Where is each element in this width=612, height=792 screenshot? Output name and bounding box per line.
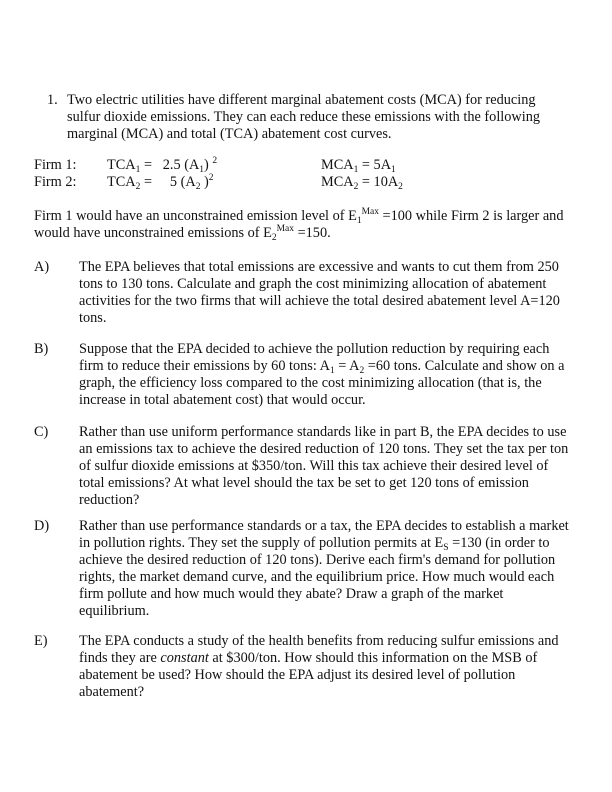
part-c-label: C) [34,424,49,440]
firm-2-equations [34,174,574,191]
part-d-text: Rather than use performance standards or a tax, the EPA decides to establish a market in pollution rights. They set the supply of pollution permits at $E_S =130$ (in order to achieve the desired reduction of 120 tons). Derive each firm's demand for pollution rights, the market demand curve, and the equilibrium price. How much would each firm pollute and how much would they abate? Draw a graph of the market equilibrium. [79,518,569,619]
firm-2-tca: $TCA_2$ = 5 ($A_2$ )$^2$ [107,173,214,192]
part-b-label: B) [34,341,49,357]
firm-1-label: Firm 1: [34,157,77,173]
question-intro: Two electric utilities have different marginal abatement costs (MCA) for reducing sulfur dioxide emissions. They can each reduce these emissions with the following marginal (MCA) and total (TCA) abatement cost curves. [67,92,541,142]
part-c-text: Rather than use uniform performance standards like in part B, the EPA decides to use an emissions tax to achieve the desired reduction of 120 tons. They set the tax per ton of sulfur dioxide emissions at $350/ton. Will this tax achieve their desired level of total emissions? At what level should the tax be set to get 120 tons of emission reduction? [79,424,569,508]
part-a-label: A) [34,259,50,275]
unconstrained-emissions-paragraph: Firm 1 would have an unconstrained emission level of $E_1^{Max} =100$ while Firm 2 is larger and would have unconstrained emissions of $E_2^{Max} =150$. [34,207,564,243]
emphasis-constant: constant [160,650,209,666]
part-e-label: E) [34,633,48,649]
part-a-text: The EPA believes that total emissions are excessive and wants to cut them from 250 tons to 130 tons. Calculate and graph the cost minimizing allocation of abatement activities for the two firms that will achieve the total desired abatement level A=120 tons. [79,259,560,326]
firm-1-equations [34,157,574,174]
firm-1-tca: $TCA_1$ = 2.5 $(A_1)$ $^2$ [107,156,218,175]
part-e-text: The EPA conducts a study of the health benefits from reducing sulfur emissions and finds they are constant at $300/ton. How should this information on the MSB of abatement be used? How should the EPA adjust its desired level of pollution abatement? [79,633,559,700]
part-b-text: Suppose that the EPA decided to achieve the pollution reduction by requiring each firm to reduce their emissions by 60 tons: $A_1 = A_2 =60$ tons. Calculate and show on a graph, the efficiency loss compared to the cost minimizing allocation (that is, the increase in total abatement cost) that would occur. [79,341,565,408]
firm-1-mca: $MCA_1 = 5A_1$ [321,157,396,175]
question-number: 1. [47,92,58,108]
firm-2-mca: $MCA_2 = 10A_2$ [321,174,403,192]
firm-2-label: Firm 2: [34,174,77,190]
part-d-label: D) [34,518,50,534]
